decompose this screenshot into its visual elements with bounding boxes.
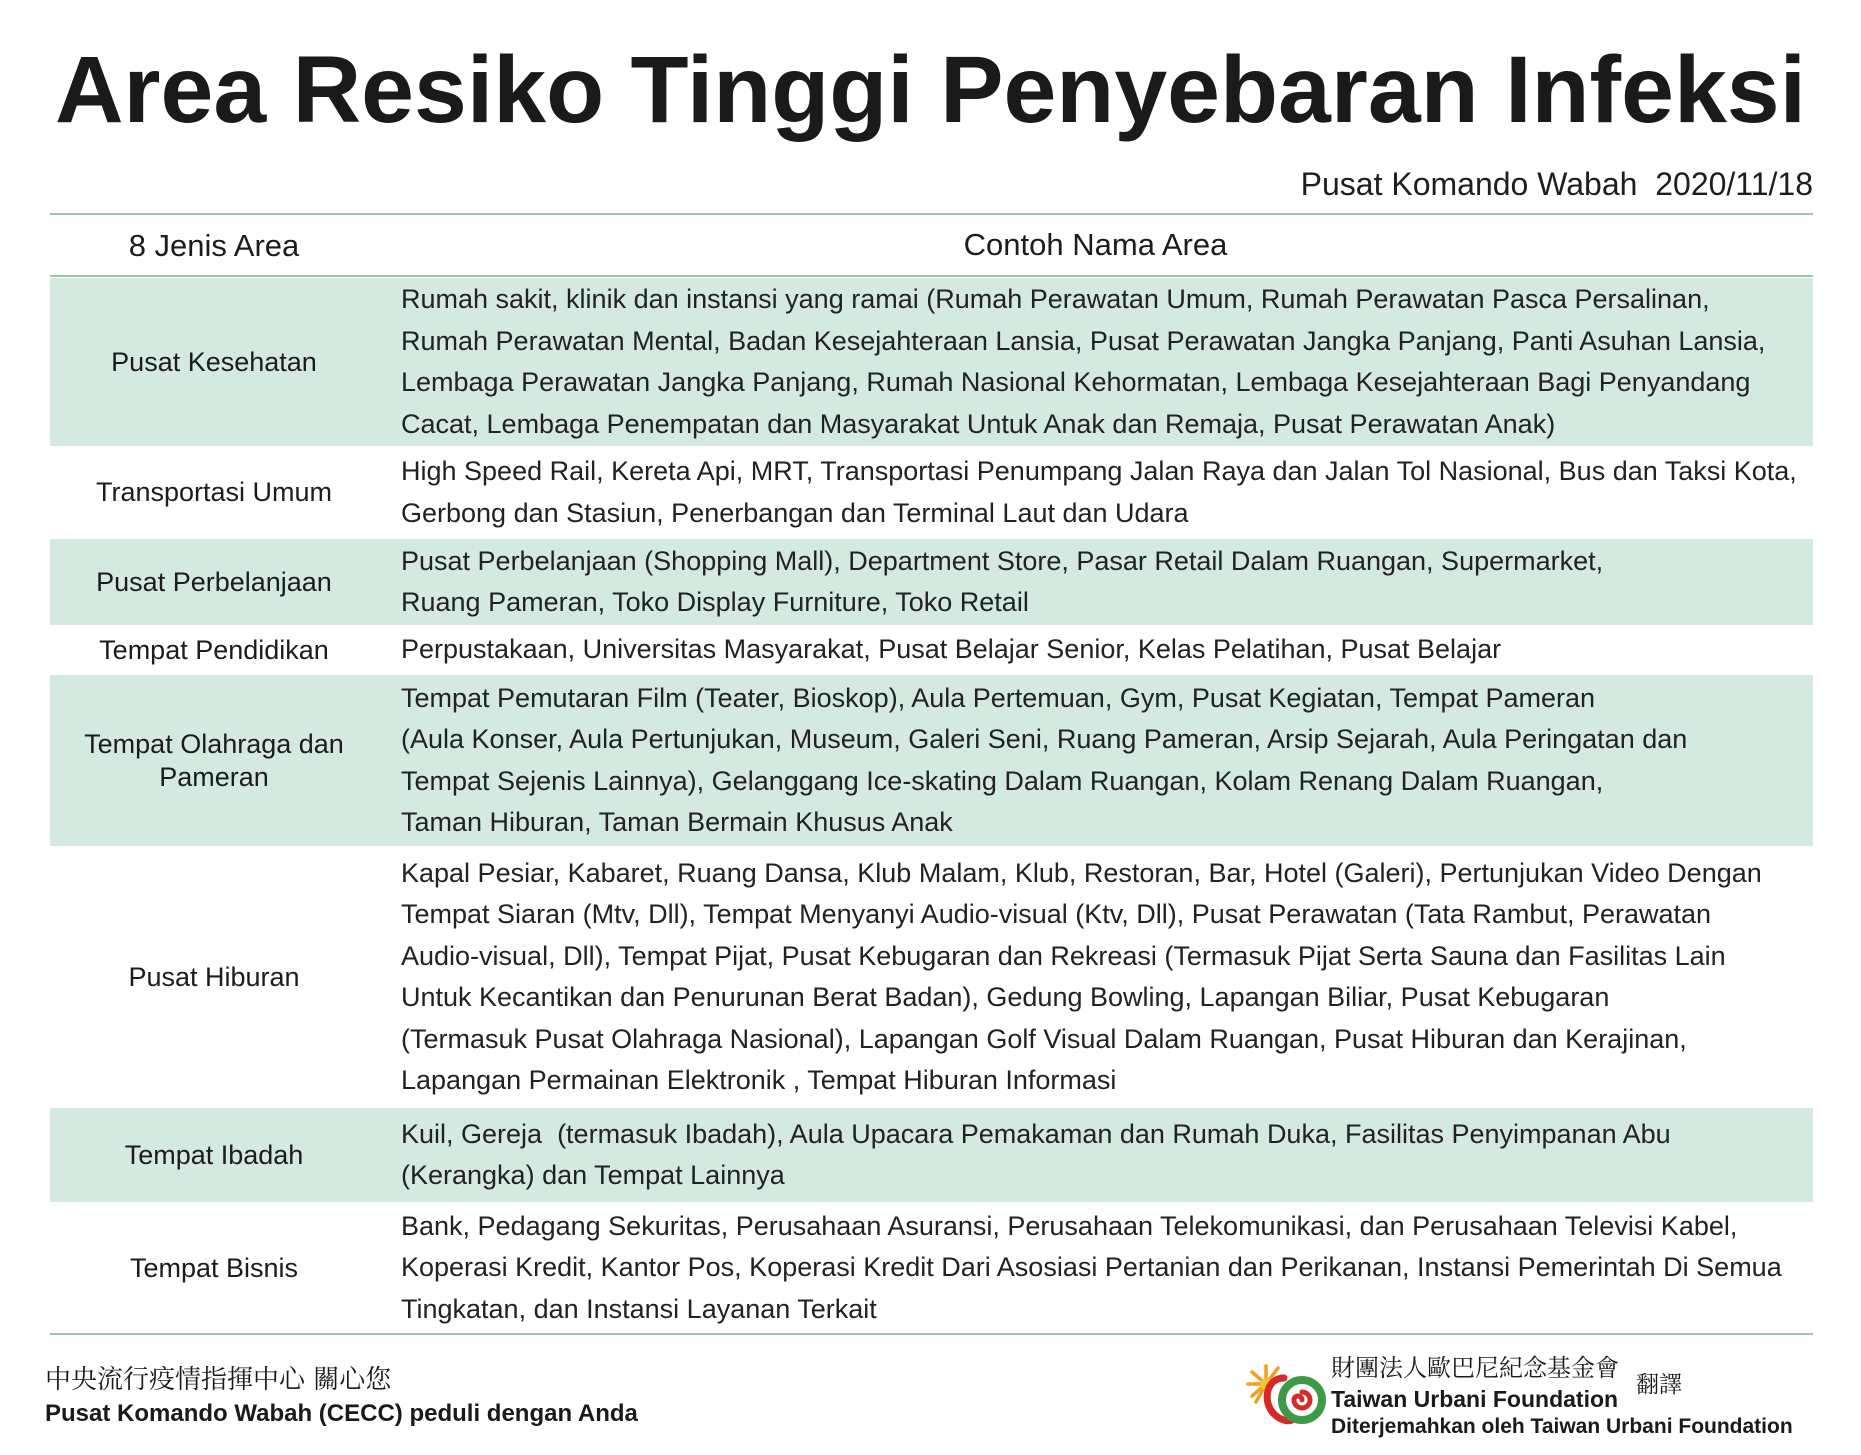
area-type-cell	[50, 1108, 378, 1202]
example-line: Untuk Kecantikan dan Penurunan Berat Badan), Gedung Bowling, Lapangan Biliar, Pusat Kebugaran	[401, 982, 1610, 1012]
example-line: Koperasi Kredit, Kantor Pos, Koperasi Kredit Dari Asosiasi Pertanian dan Perikanan, Instansi Pemerintah Di Semua	[401, 1252, 1782, 1283]
area-type: Tempat Olahraga dan Pameran	[84, 728, 344, 792]
header-area-type: 8 Jenis Area	[128, 227, 300, 263]
example-line: Pusat Perbelanjaan (Shopping Mall), Department Store, Pasar Retail Dalam Ruangan, Supermarket,	[401, 545, 1604, 576]
area-examples-cell	[378, 627, 1813, 673]
area-type-cell	[50, 539, 378, 625]
example-line: Lapangan Permainan Elektronik , Tempat Hiburan Informasi	[401, 1065, 1117, 1095]
translation-chinese-label: 翻譯	[1636, 1372, 1682, 1398]
example-line: Tempat Siaran (Mtv, Dll), Tempat Menyanyi Audio-visual (Ktv, Dll), Pusat Perawatan (Tata Rambut, Perawatan	[401, 899, 1712, 929]
example-line: Bank, Pedagang Sekuritas, Perusahaan Asuransi, Perusahaan Telekomunikasi, dan Perusahaan Televisi Kabel,	[401, 1210, 1738, 1241]
cecc-chinese-caption: 中央流行疫情指揮中心 關心您	[45, 1365, 392, 1395]
example-line: Lembaga Perawatan Jangka Panjang, Rumah Nasional Kehormatan, Lembaga Kesejahteraan Bagi Penyandang	[401, 367, 1751, 397]
table-row	[50, 627, 1813, 673]
area-type-cell	[50, 627, 378, 673]
table-row	[50, 1204, 1813, 1332]
area-type: Pusat Hiburan	[128, 961, 300, 992]
taiwan-urbani-foundation-logo-icon	[1235, 1344, 1319, 1410]
foundation-english-name: Taiwan Urbani Foundation	[1331, 1386, 1619, 1412]
area-type-cell	[50, 1204, 378, 1332]
area-type-cell	[50, 278, 378, 446]
area-type: Tempat Bisnis	[129, 1252, 299, 1283]
example-line: Kapal Pesiar, Kabaret, Ruang Dansa, Klub Malam, Klub, Restoran, Bar, Hotel (Galeri), Pertunjukan Video Dengan	[401, 857, 1762, 888]
example-line: Tingkatan, dan Instansi Layanan Terkait	[401, 1293, 877, 1324]
example-line: Audio-visual, Dll), Tempat Pijat, Pusat Kebugaran dan Rekreasi (Termasuk Pijat Serta Sauna dan Fasilitas Lain	[401, 940, 1726, 971]
example-line: Tempat Pemutaran Film (Teater, Bioskop), Aula Pertemuan, Gym, Pusat Kegiatan, Tempat Pameran	[401, 682, 1596, 713]
area-examples-cell	[378, 1108, 1813, 1202]
area-type-cell	[50, 675, 378, 846]
cecc-indonesian-caption: Pusat Komando Wabah (CECC) peduli dengan Anda	[45, 1400, 638, 1427]
area-examples-cell	[378, 675, 1813, 846]
header-examples: Contoh Nama Area	[963, 227, 1228, 262]
example-line: Tempat Sejenis Lainnya), Gelanggang Ice-skating Dalam Ruangan, Kolam Renang Dalam Ruangan,	[401, 765, 1604, 796]
area-type: Transportasi Umum	[95, 477, 333, 507]
example-line: Rumah Perawatan Mental, Badan Kesejahteraan Lansia, Pusat Perawatan Jangka Panjang, Panti Asuhan Lansia,	[401, 325, 1766, 356]
area-examples-cell	[378, 278, 1813, 446]
table-row	[50, 448, 1813, 537]
example-line: Cacat, Lembaga Penempatan dan Masyarakat Untuk Anak dan Remaja, Pusat Perawatan Anak)	[401, 408, 1556, 439]
area-examples-cell	[378, 1204, 1813, 1332]
area-type-cell	[50, 848, 378, 1106]
table-row	[50, 675, 1813, 846]
example-line: Rumah sakit, klinik dan instansi yang ramai (Rumah Perawatan Umum, Rumah Perawatan Pasca Persalinan,	[401, 284, 1710, 314]
foundation-chinese-name: 財團法人歐巴尼紀念基金會	[1331, 1354, 1619, 1382]
page-title: Area Resiko Tinggi Penyebaran Infeksi	[54, 37, 1807, 143]
table-row	[50, 278, 1813, 446]
table-row	[50, 1108, 1813, 1202]
example-line: Gerbong dan Stasiun, Penerbangan dan Terminal Laut dan Udara	[401, 497, 1189, 528]
example-line: Ruang Pameran, Toko Display Furniture, Toko Retail	[401, 587, 1029, 617]
table-row	[50, 848, 1813, 1106]
table-header	[50, 213, 1813, 277]
area-type: Tempat Pendidikan	[99, 634, 329, 665]
example-line: (Kerangka) dan Tempat Lainnya	[401, 1160, 785, 1190]
area-examples-cell	[378, 848, 1813, 1106]
area-table	[50, 213, 1813, 1335]
table-bottom-divider	[50, 1333, 1813, 1335]
example-line: Taman Hiburan, Taman Bermain Khusus Anak	[401, 807, 953, 837]
example-line: High Speed Rail, Kereta Api, MRT, Transportasi Penumpang Jalan Raya dan Jalan Tol Nasional, Bus dan Taksi Kota,	[401, 456, 1797, 486]
table-row	[50, 539, 1813, 625]
area-type: Pusat Perbelanjaan	[96, 566, 332, 597]
logo-graphic	[1244, 1362, 1328, 1428]
source-and-date: Pusat Komando Wabah 2020/11/18	[1300, 166, 1813, 202]
example-line: (Aula Konser, Aula Pertunjukan, Museum, Galeri Seni, Ruang Pameran, Arsip Sejarah, Aula Peringatan dan	[401, 724, 1688, 754]
example-line: Kuil, Gereja (termasuk Ibadah), Aula Upacara Pemakaman dan Rumah Duka, Fasilitas Penyimpanan Abu	[401, 1118, 1671, 1149]
area-type: Tempat Ibadah	[124, 1139, 304, 1170]
area-type-cell	[50, 448, 378, 537]
logo-red-spiral	[1294, 1392, 1310, 1408]
area-type: Pusat Kesehatan	[111, 346, 317, 377]
example-line: (Termasuk Pusat Olahraga Nasional), Lapangan Golf Visual Dalam Ruangan, Pusat Hiburan dan Kerajinan,	[401, 1023, 1687, 1054]
area-examples-cell	[378, 539, 1813, 625]
translation-credit: Diterjemahkan oleh Taiwan Urbani Foundation	[1331, 1415, 1793, 1438]
example-line: Perpustakaan, Universitas Masyarakat, Pusat Belajar Senior, Kelas Pelatihan, Pusat Belajar	[401, 634, 1502, 665]
area-examples-cell	[378, 448, 1813, 537]
